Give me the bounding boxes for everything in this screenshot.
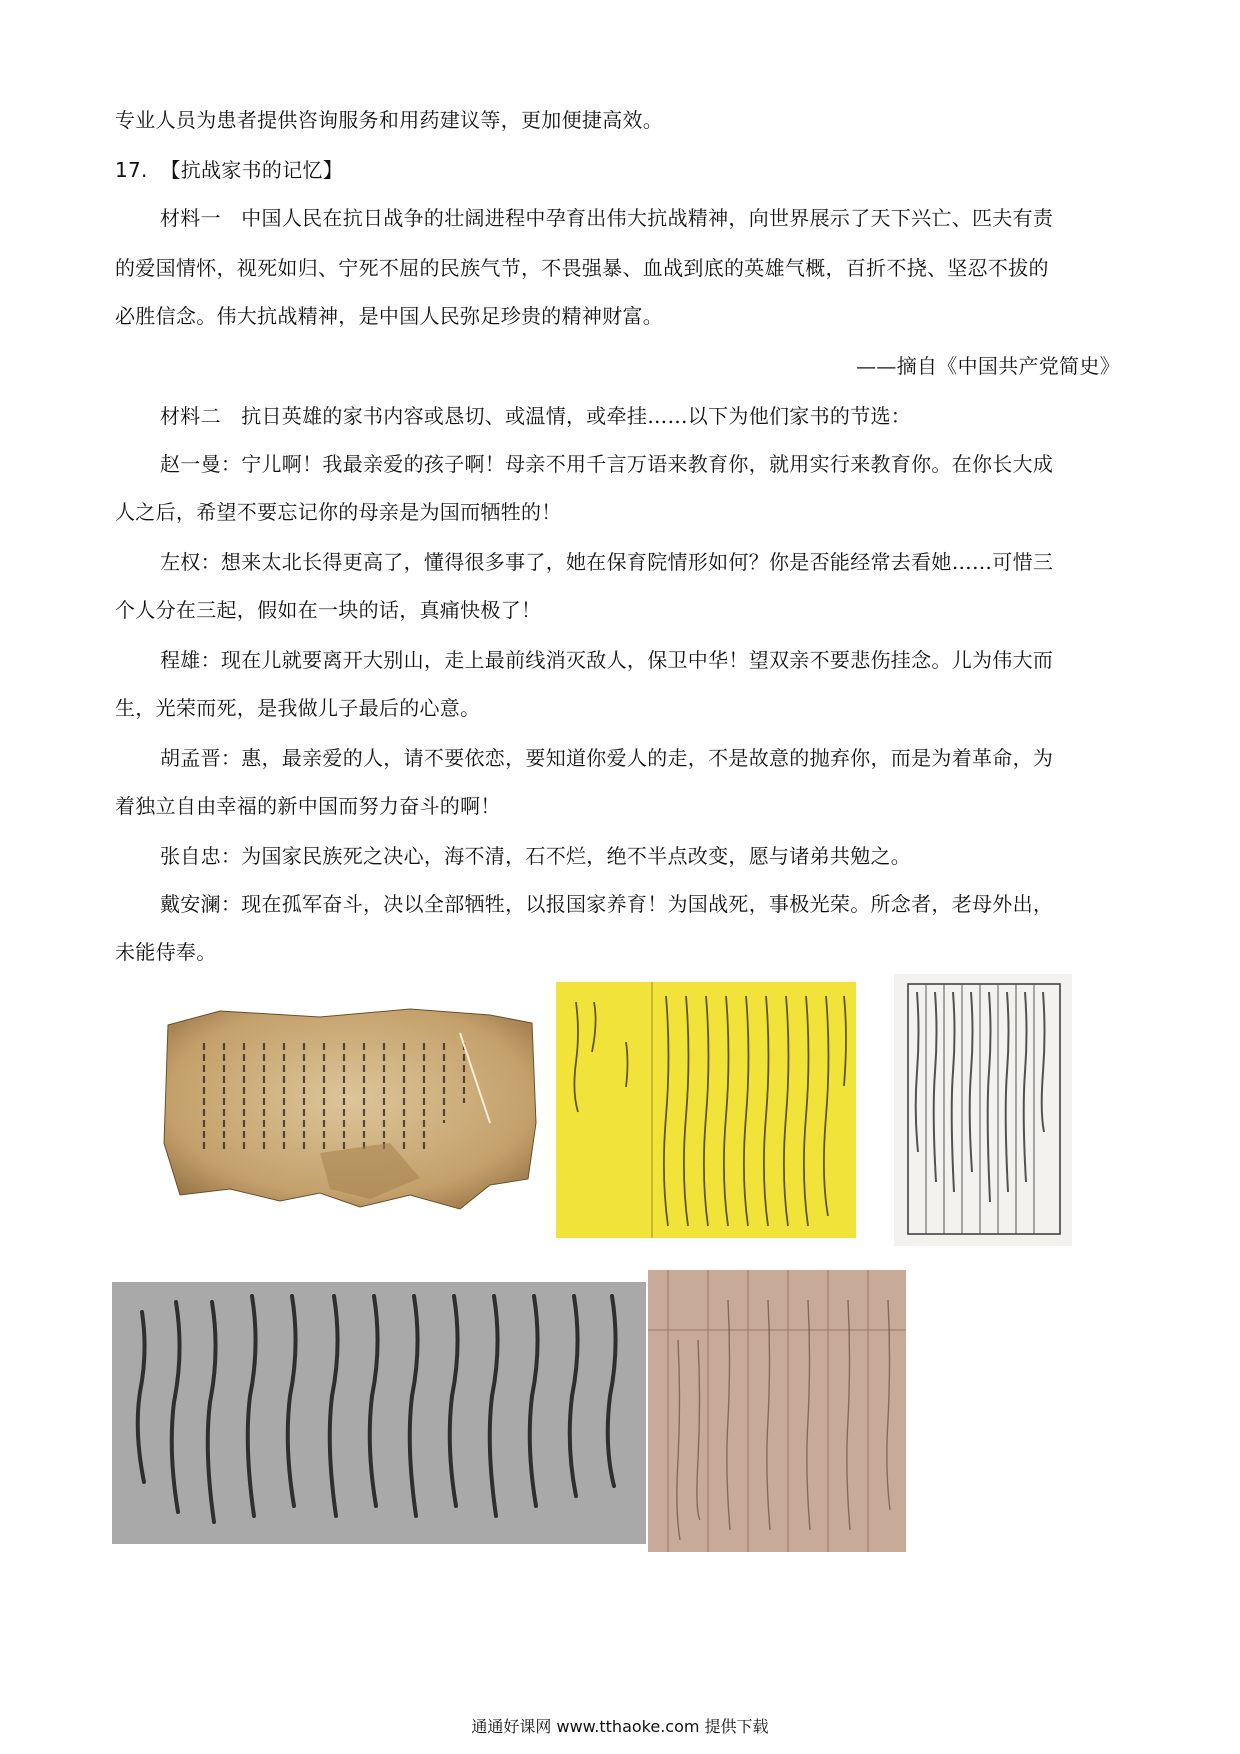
material-one-line: 必胜信念。伟大抗战精神，是中国人民弥足珍贵的精神财富。 [115, 304, 664, 328]
question-heading [115, 156, 343, 184]
question-title: 【抗战家书的记忆】 [160, 158, 344, 182]
letter-photo-faded [648, 1270, 906, 1552]
letter-photo-gray-scan [112, 1282, 646, 1544]
letter-line: 戴安澜：现在孤军奋斗，决以全部牺牲，以报国家养育！为国战死，事极光荣。所念者，老母外出， [160, 892, 1054, 916]
question-number: 17. [115, 158, 148, 182]
material-one-line: 材料一 中国人民在抗日战争的壮阔进程中孕育出伟大抗战精神，向世界展示了天下兴亡、匹夫有责 [160, 206, 1054, 230]
letter-line: 未能侍奉。 [115, 940, 217, 964]
intro-line: 专业人员为患者提供咨询服务和用药建议等，更加便捷高效。 [115, 108, 664, 132]
letter-line: 个人分在三起，假如在一块的话，真痛快极了！ [115, 598, 542, 622]
letter-line: 着独立自由幸福的新中国而努力奋斗的啊！ [115, 794, 501, 818]
letter-photo-parchment [160, 1003, 540, 1215]
letter-line: 赵一曼：宁儿啊！我最亲爱的孩子啊！母亲不用千言万语来教育你，就用实行来教育你。在你长大成 [160, 452, 1054, 476]
letter-line: 左权：想来太北长得更高了，懂得很多事了，她在保育院情形如何？你是否能经常去看她……可惜三 [160, 550, 1054, 574]
letter-photo-yellow [556, 982, 856, 1238]
letter-line: 生，光荣而死，是我做儿子最后的心意。 [115, 696, 481, 720]
footer-credit: 通通好课网 www.tthaoke.com 提供下载 [471, 1717, 769, 1736]
material-one-source: ——摘自《中国共产党简史》 [856, 354, 1120, 378]
material-one-line: 的爱国情怀，视死如归、宁死不屈的民族气节，不畏强暴、血战到底的英雄气概，百折不挠、坚忍不拔的 [115, 256, 1049, 280]
letter-line: 张自忠：为国家民族死之决心，海不清，石不烂，绝不半点改变，愿与诸弟共勉之。 [160, 844, 912, 868]
letter-line: 人之后，希望不要忘记你的母亲是为国而牺牲的！ [115, 500, 562, 524]
letter-line: 胡孟晋：惠，最亲爱的人，请不要依恋，要知道你爱人的走，不是故意的抛弃你，而是为着革命，为 [160, 746, 1054, 770]
letter-line: 程雄：现在儿就要离开大别山，走上最前线消灭敌人，保卫中华！望双亲不要悲伤挂念。儿为伟大而 [160, 648, 1054, 672]
material-two-intro: 材料二 抗日英雄的家书内容或恳切、或温情，或牵挂……以下为他们家书的节选： [160, 404, 912, 428]
letter-photo-grid [894, 974, 1072, 1246]
